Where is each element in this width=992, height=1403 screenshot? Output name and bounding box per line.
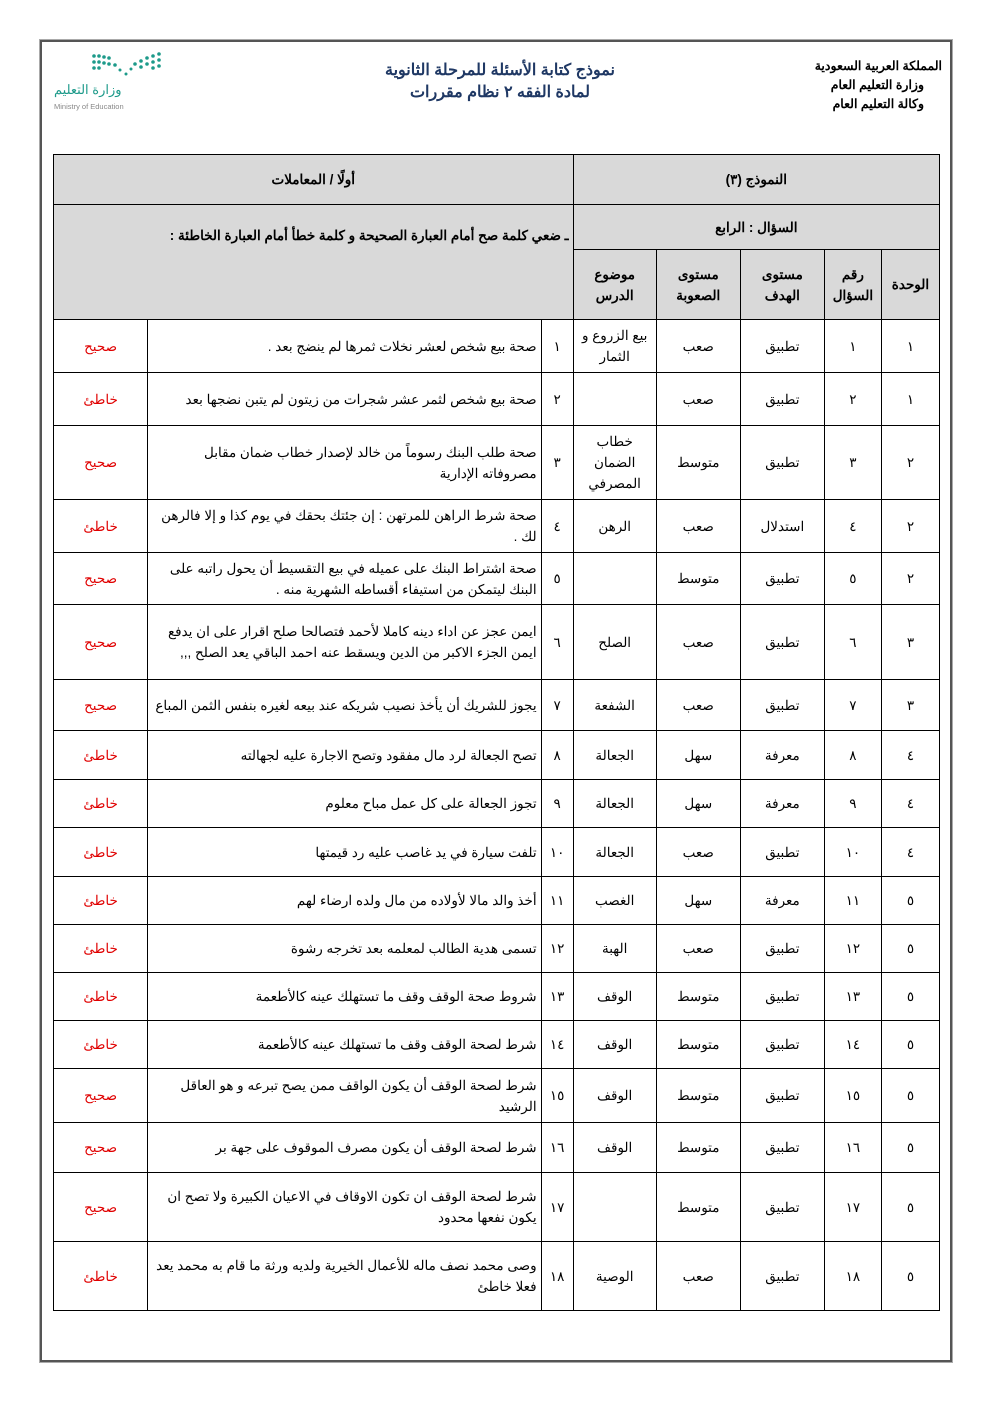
difficulty-cell: صعب bbox=[656, 320, 740, 373]
statement-number-cell: ١٥ bbox=[541, 1069, 573, 1123]
statement-number-cell: ٨ bbox=[541, 731, 573, 780]
unit-cell: ٢ bbox=[881, 426, 939, 500]
question-number-cell: ١٠ bbox=[824, 828, 881, 877]
answer-cell: خاطئ bbox=[54, 780, 148, 828]
answer-cell: صحيح bbox=[54, 605, 148, 680]
goal-level-cell: تطبيق bbox=[740, 373, 824, 426]
difficulty-cell: متوسط bbox=[656, 426, 740, 500]
statement-cell: صحة بيع شخص لثمر عشر شجرات من زيتون لم يتبن نضجها بعد bbox=[148, 373, 541, 426]
title-line-2: لمادة الفقه ٢ نظام مقررات bbox=[409, 84, 591, 101]
difficulty-cell: متوسط bbox=[656, 553, 740, 605]
unit-cell: ١ bbox=[881, 320, 939, 373]
goal-level-cell: تطبيق bbox=[740, 1069, 824, 1123]
statement-number-cell: ١٤ bbox=[541, 1021, 573, 1069]
answer-cell: خاطئ bbox=[54, 973, 148, 1021]
answer-cell: خاطئ bbox=[54, 877, 148, 925]
difficulty-cell: صعب bbox=[656, 500, 740, 553]
statement-number-cell: ١٨ bbox=[541, 1242, 573, 1311]
unit-cell: ٥ bbox=[881, 925, 939, 973]
org-line: وزارة التعليم العام bbox=[830, 78, 924, 92]
topic-cell: الوصية bbox=[573, 1242, 656, 1311]
column-header-unit: الوحدة bbox=[881, 250, 939, 320]
statement-cell: ايمن عجز عن اداء دينه كاملا لأحمد فتصالحا صلح اقرار على ان يدفع ايمن الجزء الاكبر من الدين ويسقط عنه احمد الباقي يعد الصلح ,,, bbox=[148, 605, 541, 680]
ministry-logo bbox=[52, 50, 162, 112]
statement-cell: يجوز للشريك أن يأخذ نصيب شريكه عند بيعه لغيره بنفس الثمن المباع bbox=[148, 680, 541, 731]
table-row bbox=[54, 553, 940, 605]
unit-cell: ٤ bbox=[881, 828, 939, 877]
topic-cell: الهبة bbox=[573, 925, 656, 973]
unit-cell: ٥ bbox=[881, 973, 939, 1021]
question-number-cell: ٤ bbox=[824, 500, 881, 553]
goal-level-cell: معرفة bbox=[740, 780, 824, 828]
question-number-cell: ١٣ bbox=[824, 973, 881, 1021]
difficulty-cell: صعب bbox=[656, 680, 740, 731]
topic-cell: الوقف bbox=[573, 973, 656, 1021]
statement-number-cell: ١٧ bbox=[541, 1173, 573, 1242]
question-number-cell: ٩ bbox=[824, 780, 881, 828]
question-number-cell: ١٦ bbox=[824, 1123, 881, 1173]
difficulty-cell: صعب bbox=[656, 925, 740, 973]
answer-cell: صحيح bbox=[54, 1173, 148, 1242]
question-number-cell: ٣ bbox=[824, 426, 881, 500]
unit-cell: ٥ bbox=[881, 1173, 939, 1242]
column-header-topic: موضوع الدرس bbox=[573, 250, 656, 320]
difficulty-cell: متوسط bbox=[656, 1021, 740, 1069]
difficulty-cell: متوسط bbox=[656, 1173, 740, 1242]
section-label: أولًا / المعاملات bbox=[54, 155, 574, 205]
topic-cell: الجعالة bbox=[573, 828, 656, 877]
topic-cell: الجعالة bbox=[573, 731, 656, 780]
statement-number-cell: ١١ bbox=[541, 877, 573, 925]
unit-cell: ٢ bbox=[881, 553, 939, 605]
topic-cell: بيع الزروع و الثمار bbox=[573, 320, 656, 373]
question-number-cell: ٢ bbox=[824, 373, 881, 426]
table-row bbox=[54, 500, 940, 553]
statement-number-cell: ١٦ bbox=[541, 1123, 573, 1173]
statement-number-cell: ٦ bbox=[541, 605, 573, 680]
statement-number-cell: ٥ bbox=[541, 553, 573, 605]
topic-cell bbox=[573, 1173, 656, 1242]
answer-cell: خاطئ bbox=[54, 925, 148, 973]
unit-cell: ٣ bbox=[881, 680, 939, 731]
table-row bbox=[54, 1242, 940, 1311]
statement-cell: شرط لصحة الوقف أن يكون مصرف الموقوف على جهة بر bbox=[148, 1123, 541, 1173]
difficulty-cell: صعب bbox=[656, 1242, 740, 1311]
difficulty-cell: متوسط bbox=[656, 1069, 740, 1123]
answer-cell: خاطئ bbox=[54, 373, 148, 426]
statement-cell: تلفت سيارة في يد غاصب عليه رد قيمتها bbox=[148, 828, 541, 877]
unit-cell: ١ bbox=[881, 373, 939, 426]
difficulty-cell: سهل bbox=[656, 877, 740, 925]
topic-cell: الوقف bbox=[573, 1021, 656, 1069]
goal-level-cell: تطبيق bbox=[740, 925, 824, 973]
table-row bbox=[54, 426, 940, 500]
goal-level-cell: تطبيق bbox=[740, 973, 824, 1021]
unit-cell: ٥ bbox=[881, 877, 939, 925]
logo-dots-icon bbox=[90, 50, 164, 78]
topic-cell: الوقف bbox=[573, 1069, 656, 1123]
table-row bbox=[54, 1069, 940, 1123]
statement-cell: صحة اشتراط البنك على عميله في بيع التقسيط أن يحول راتبه على البنك ليتمكن من استيفاء أقساطه الشهرية منه . bbox=[148, 553, 541, 605]
unit-cell: ٥ bbox=[881, 1021, 939, 1069]
statement-number-cell: ٩ bbox=[541, 780, 573, 828]
org-line: المملكة العربية السعودية bbox=[814, 59, 942, 73]
difficulty-cell: متوسط bbox=[656, 973, 740, 1021]
statement-cell: شرط لصحة الوقف وقف ما تستهلك عينه كالأطعمة bbox=[148, 1021, 541, 1069]
goal-level-cell: تطبيق bbox=[740, 553, 824, 605]
document-title bbox=[300, 60, 700, 104]
question-number-cell: ١٨ bbox=[824, 1242, 881, 1311]
statement-number-cell: ٢ bbox=[541, 373, 573, 426]
table-row bbox=[54, 828, 940, 877]
unit-cell: ٤ bbox=[881, 780, 939, 828]
topic-cell: الرهن bbox=[573, 500, 656, 553]
question-label: السؤال : الرابع bbox=[573, 205, 939, 250]
statement-cell: تصح الجعالة لرد مال مفقود وتصح الاجارة عليه لجهالته bbox=[148, 731, 541, 780]
answer-cell: خاطئ bbox=[54, 731, 148, 780]
statement-number-cell: ٤ bbox=[541, 500, 573, 553]
topic-cell: الغصب bbox=[573, 877, 656, 925]
questions-table bbox=[53, 154, 940, 1311]
statement-cell: تجوز الجعالة على كل عمل مباح معلوم bbox=[148, 780, 541, 828]
goal-level-cell: تطبيق bbox=[740, 828, 824, 877]
table-row bbox=[54, 605, 940, 680]
goal-level-cell: استدلال bbox=[740, 500, 824, 553]
difficulty-cell: سهل bbox=[656, 780, 740, 828]
table-row bbox=[54, 1123, 940, 1173]
goal-level-cell: تطبيق bbox=[740, 680, 824, 731]
unit-cell: ٥ bbox=[881, 1242, 939, 1311]
goal-level-cell: تطبيق bbox=[740, 1173, 824, 1242]
question-number-cell: ١١ bbox=[824, 877, 881, 925]
unit-cell: ٥ bbox=[881, 1123, 939, 1173]
goal-level-cell: معرفة bbox=[740, 731, 824, 780]
table-row bbox=[54, 1021, 940, 1069]
topic-cell: الوقف bbox=[573, 1123, 656, 1173]
statement-number-cell: ١٠ bbox=[541, 828, 573, 877]
answer-cell: صحيح bbox=[54, 680, 148, 731]
table-row bbox=[54, 1173, 940, 1242]
answer-cell: صحيح bbox=[54, 426, 148, 500]
question-number-cell: ٥ bbox=[824, 553, 881, 605]
question-number-cell: ١٧ bbox=[824, 1173, 881, 1242]
statement-number-cell: ١٣ bbox=[541, 973, 573, 1021]
logo-text-en: Ministry of Education bbox=[54, 102, 124, 111]
statement-cell: شرط لصحة الوقف ان تكون الاوقاف في الاعيان الكبيرة ولا تصح ان يكون نفعها محدود bbox=[148, 1173, 541, 1242]
goal-level-cell: تطبيق bbox=[740, 1242, 824, 1311]
goal-level-cell: تطبيق bbox=[740, 426, 824, 500]
table-row bbox=[54, 320, 940, 373]
statement-number-cell: ٧ bbox=[541, 680, 573, 731]
topic-cell: الجعالة bbox=[573, 780, 656, 828]
column-header-difficulty: مستوى الصعوبة bbox=[656, 250, 740, 320]
statement-cell: أخذ والد مالا لأولاده من مال ولده ارضاء لهم bbox=[148, 877, 541, 925]
table-row bbox=[54, 780, 940, 828]
header-org bbox=[815, 57, 942, 114]
goal-level-cell: تطبيق bbox=[740, 320, 824, 373]
difficulty-cell: متوسط bbox=[656, 1123, 740, 1173]
title-line-1: نموذج كتابة الأسئلة للمرحلة الثانوية bbox=[384, 62, 616, 79]
topic-cell: خطاب الضمان المصرفي bbox=[573, 426, 656, 500]
goal-level-cell: تطبيق bbox=[740, 605, 824, 680]
unit-cell: ٥ bbox=[881, 1069, 939, 1123]
statement-cell: شرط لصحة الوقف أن يكون الواقف ممن يصح تبرعه و هو العاقل الرشيد bbox=[148, 1069, 541, 1123]
table-row bbox=[54, 373, 940, 426]
statement-cell: شروط صحة الوقف وقف ما تستهلك عينه كالأطعمة bbox=[148, 973, 541, 1021]
topic-cell bbox=[573, 553, 656, 605]
question-number-cell: ٦ bbox=[824, 605, 881, 680]
statement-cell: وصى محمد نصف ماله للأعمال الخيرية ولديه ورثة ما قام به محمد يعد فعلا خاطئ bbox=[148, 1242, 541, 1311]
question-number-cell: ١٤ bbox=[824, 1021, 881, 1069]
answer-cell: صحيح bbox=[54, 1123, 148, 1173]
answer-cell: صحيح bbox=[54, 553, 148, 605]
answer-cell: خاطئ bbox=[54, 1242, 148, 1311]
statement-number-cell: ٣ bbox=[541, 426, 573, 500]
answer-cell: خاطئ bbox=[54, 500, 148, 553]
topic-cell: الصلح bbox=[573, 605, 656, 680]
table-row bbox=[54, 731, 940, 780]
column-header-question-number: رقم السؤال bbox=[824, 250, 881, 320]
question-number-cell: ٨ bbox=[824, 731, 881, 780]
statement-cell: تسمى هدية الطالب لمعلمه بعد تخرجه رشوة bbox=[148, 925, 541, 973]
question-number-cell: ١ bbox=[824, 320, 881, 373]
logo-text-ar: وزارة التعليم bbox=[54, 82, 122, 97]
statement-cell: صحة بيع شخص لعشر نخلات ثمرها لم ينضج بعد . bbox=[148, 320, 541, 373]
table-row bbox=[54, 925, 940, 973]
answer-cell: صحيح bbox=[54, 1069, 148, 1123]
difficulty-cell: سهل bbox=[656, 731, 740, 780]
statement-number-cell: ١٢ bbox=[541, 925, 573, 973]
table-row bbox=[54, 680, 940, 731]
statement-cell: صحة طلب البنك رسوماً من خالد لإصدار خطاب ضمان مقابل مصروفاته الإدارية bbox=[148, 426, 541, 500]
answer-cell: خاطئ bbox=[54, 1021, 148, 1069]
statement-number-cell: ١ bbox=[541, 320, 573, 373]
question-number-cell: ١٢ bbox=[824, 925, 881, 973]
goal-level-cell: تطبيق bbox=[740, 1021, 824, 1069]
statement-cell: صحة شرط الراهن للمرتهن : إن جئتك بحقك في يوم كذا و إلا فالرهن لك . bbox=[148, 500, 541, 553]
column-header-goal-level: مستوى الهدف bbox=[740, 250, 824, 320]
org-line: وكالة التعليم العام bbox=[832, 97, 924, 111]
question-number-cell: ١٥ bbox=[824, 1069, 881, 1123]
difficulty-cell: صعب bbox=[656, 605, 740, 680]
topic-cell: الشفعة bbox=[573, 680, 656, 731]
model-label: النموذج (٣) bbox=[573, 155, 939, 205]
question-number-cell: ٧ bbox=[824, 680, 881, 731]
unit-cell: ٤ bbox=[881, 731, 939, 780]
topic-cell bbox=[573, 373, 656, 426]
answer-cell: صحيح bbox=[54, 320, 148, 373]
difficulty-cell: صعب bbox=[656, 828, 740, 877]
unit-cell: ٢ bbox=[881, 500, 939, 553]
answer-cell: خاطئ bbox=[54, 828, 148, 877]
unit-cell: ٣ bbox=[881, 605, 939, 680]
goal-level-cell: معرفة bbox=[740, 877, 824, 925]
table-row bbox=[54, 973, 940, 1021]
instruction: ـ ضعي كلمة صح أمام العبارة الصحيحة و كلمة خطأ أمام العبارة الخاطئة : bbox=[54, 205, 574, 320]
goal-level-cell: تطبيق bbox=[740, 1123, 824, 1173]
difficulty-cell: صعب bbox=[656, 373, 740, 426]
table-row bbox=[54, 877, 940, 925]
